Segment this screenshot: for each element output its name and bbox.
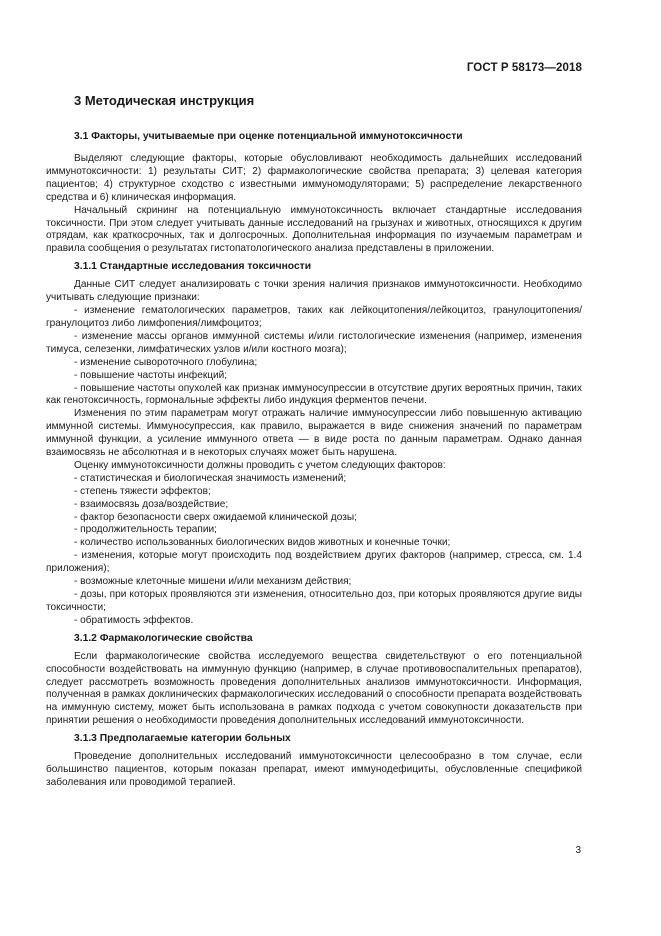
paragraph: Выделяют следующие факторы, которые обусловливают необходимость дальнейших исследований иммунотоксичности: 1) результаты СИТ; 2) фармакологические свойства препарата; 3) целевая категория пациентов; 4) структурное сходство с известными иммуномодуляторами; 5) распределение лекарственного средства и 6) клиническая информация. <box>46 153 582 203</box>
list-item: - возможные клеточные мишени и/или механизм действия; <box>74 576 352 588</box>
subsection-title-3-1-1: 3.1.1 Стандартные исследования токсичности <box>74 261 312 273</box>
list-item: - изменение массы органов иммунной системы и/или гистологические изменения (например, изменения тимуса, селезенки, лимфатических узлов и/или костного мозга); <box>46 330 582 355</box>
list-item: - статистическая и биологическая значимость изменений; <box>74 472 347 484</box>
list-item: - обратимость эффектов. <box>74 614 194 626</box>
list-item: - повышение частоты опухолей как признак иммуносупрессии в отсутствие других вероятных причин, таких как генотоксичность, гормональные эффекты либо индукция ферментов печени. <box>46 382 582 407</box>
list-item: - изменения, которые могут происходить под воздействием других факторов (например, стресса, см. 1.4 приложения); <box>46 550 582 575</box>
standard-number: ГОСТ Р 58173—2018 <box>466 62 582 74</box>
document-body <box>46 93 582 790</box>
list-item: - продолжительность терапии; <box>74 524 217 536</box>
subsection-title-3-1: 3.1 Факторы, учитываемые при оценке потенциальной иммунотоксичности <box>74 131 463 142</box>
paragraph: Изменения по этим параметрам могут отражать наличие иммуносупрессии либо повышенную активацию иммунной системы. Иммуносупрессия, как правило, выражается в виде снижения значений по параметрам иммунной функции, а усиление иммунного ответа — в виде роста по данным параметрам. Однако данная взаимосвязь не абсолютная и в некоторых случаях может быть нарушена. <box>46 408 582 459</box>
paragraph: Начальный скрининг на потенциальную иммунотоксичность включает стандартные исследования токсичности. При этом следует учитывать данные исследований на грызунах и животных, относящихся к другим отрядам, как краткосрочных, так и долгосрочных. Дополнительная информация по изучаемым параметрам и правила сообщения о результатах гистопатологического анализа представлены в приложении. <box>46 204 582 255</box>
list-item: - дозы, при которых проявляются эти изменения, относительно доз, при которых проявляются другие виды токсичности; <box>46 589 582 613</box>
paragraph: Проведение дополнительных исследований иммунотоксичности целесообразно в том случае, если большинство пациентов, которым показан препарат, имеют иммунодефициты, обусловленные спецификой заболевания или проводимой терапией. <box>46 751 582 788</box>
list-item: - взаимосвязь доза/воздействие; <box>74 498 229 510</box>
paragraph: Оценку иммунотоксичности должны проводить с учетом следующих факторов: <box>74 459 446 471</box>
list-item: - изменение сывороточного глобулина; <box>74 356 258 368</box>
list-item: - количество использованных биологических видов животных и конечные точки; <box>74 537 451 549</box>
subsection-title-3-1-2: 3.1.2 Фармакологические свойства <box>74 632 253 644</box>
section-title: 3 Методическая инструкция <box>74 93 255 108</box>
subsection-title-3-1-3: 3.1.3 Предполагаемые категории больных <box>74 733 291 745</box>
paragraph: Если фармакологические свойства исследуемого вещества свидетельствуют о его потенциальной способности воздействовать на иммунную функцию (например, в случае противовоспалительных препаратов), следует рассмотреть возможность проведения дополнительных анализов иммунотоксичности. Информация, полученная в рамках доклинических фармакологических исследований о способности препарата воздействовать на иммунную систему, может быть использована в рамках подхода с учетом совокупности доказательств при принятии решения о необходимости проведения дополнительных исследований иммунотоксичности. <box>46 650 582 727</box>
list-item: - фактор безопасности сверх ожидаемой клинической дозы; <box>74 511 357 523</box>
paragraph: Данные СИТ следует анализировать с точки зрения наличия признаков иммунотоксичности. Необходимо учитывать следующие признаки: <box>46 279 582 304</box>
page-number: 3 <box>575 845 581 856</box>
list-item: - повышение частоты инфекций; <box>74 369 228 381</box>
list-item: - степень тяжести эффектов; <box>74 485 211 497</box>
list-item: - изменение гематологических параметров, таких как лейкоцитопения/лейкоцитоз, гранулоцитопения/гранулоцитоз либо лимфопения/лимфоцитоз; <box>46 305 582 329</box>
